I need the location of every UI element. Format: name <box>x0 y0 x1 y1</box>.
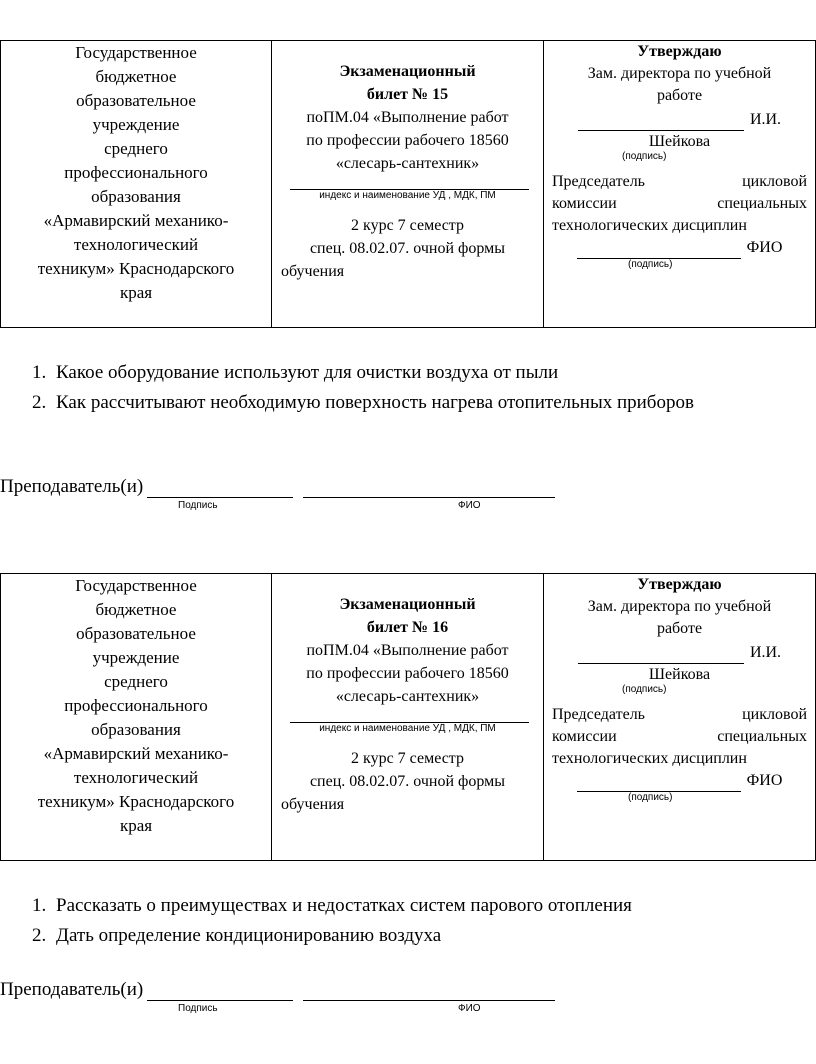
course-semester: 2 курс 7 семестр <box>351 750 464 767</box>
institution-line: бюджетное <box>95 600 177 619</box>
teacher-label: Преподаватель(и) <box>0 979 144 1000</box>
institution-line: бюджетное <box>95 67 177 86</box>
course-semester: 2 курс 7 семестр <box>351 217 464 234</box>
institution-line: Государственное <box>75 43 197 62</box>
signature-line <box>577 775 741 792</box>
ticket-number: билет № 16 <box>366 619 449 636</box>
ticket-title-cell <box>272 41 544 327</box>
index-caption: индекс и наименование УД , МДК, ПМ <box>319 723 496 734</box>
institution-line: образования <box>91 187 181 206</box>
chair-word: цикловой <box>742 173 807 190</box>
chair-line-1 <box>552 704 807 726</box>
signature-line <box>577 242 741 259</box>
specialty-line-2: обучения <box>281 263 345 280</box>
deputy-signature-row <box>552 642 807 664</box>
chair-signature-caption: (подпись) <box>628 259 673 270</box>
teacher-signature-block <box>0 979 816 1015</box>
institution-line: техникум» Краснодарского <box>37 792 235 811</box>
institution-cell <box>1 41 272 327</box>
approval-cell <box>544 574 815 860</box>
teacher-fio-caption: ФИО <box>458 1003 481 1014</box>
deputy-title: Зам. директора по учебной <box>587 598 772 615</box>
teacher-label: Преподаватель(и) <box>0 476 144 497</box>
signature-line <box>578 114 744 131</box>
signature-caption: (подпись) <box>622 684 667 695</box>
teacher-captions <box>0 1001 816 1015</box>
teacher-signature-line <box>147 980 293 1001</box>
teacher-sign-caption: Подпись <box>178 1003 218 1014</box>
chair-signature-row <box>552 770 807 792</box>
question-item <box>32 388 792 418</box>
specialty-line: спец. 08.02.07. очной формы <box>309 773 506 790</box>
ticket-title-cell <box>272 574 544 860</box>
ticket-title: Экзаменационный <box>339 63 476 80</box>
module-line: поПМ.04 «Выполнение работ <box>306 109 509 126</box>
chair-fio: ФИО <box>746 239 783 256</box>
chair-fio: ФИО <box>746 772 783 789</box>
teacher-sign-caption: Подпись <box>178 500 218 511</box>
chair-word: Председатель <box>552 173 645 190</box>
teacher-fio-line <box>303 477 555 498</box>
deputy-name: Шейкова <box>648 133 711 150</box>
teacher-fio-caption: ФИО <box>458 500 481 511</box>
approval-cell <box>544 41 815 327</box>
institution-line: профессионального <box>64 163 208 182</box>
teacher-signature-line <box>147 477 293 498</box>
question-text: Какое оборудование используют для очистки воздуха от пыли <box>56 362 559 383</box>
chair-signature-row <box>552 237 807 259</box>
chair-word: специальных <box>717 728 807 745</box>
chair-word: комиссии <box>552 728 617 745</box>
signature-line <box>578 647 744 664</box>
question-item <box>32 921 792 951</box>
institution-line: технологический <box>73 235 199 254</box>
approve-label: Утверждаю <box>637 43 722 60</box>
institution-line: образования <box>91 720 181 739</box>
question-text: Дать определение кондиционированию воздуха <box>56 925 442 946</box>
specialty-line-2: обучения <box>281 796 345 813</box>
chair-line-3: технологических дисциплин <box>552 217 747 234</box>
question-item <box>32 358 792 388</box>
ticket-title: Экзаменационный <box>339 596 476 613</box>
chair-line-2 <box>552 726 807 748</box>
module-line: «слесарь-сантехник» <box>335 155 480 172</box>
teacher-fio-line <box>303 980 555 1001</box>
deputy-name: Шейкова <box>648 666 711 683</box>
institution-line: «Армавирский механико- <box>43 211 229 230</box>
teacher-row <box>0 979 816 1001</box>
institution-line: края <box>119 816 153 835</box>
question-number: 1. <box>32 362 47 383</box>
institution-line: образовательное <box>76 91 196 110</box>
chair-line-1 <box>552 171 807 193</box>
institution-line: образовательное <box>76 624 196 643</box>
chair-word: комиссии <box>552 195 617 212</box>
teacher-captions <box>0 498 816 512</box>
question-text: Как рассчитывают необходимую поверхность нагрева отопительных приборов <box>56 392 694 413</box>
module-line: поПМ.04 «Выполнение работ <box>306 642 509 659</box>
institution-line: технологический <box>73 768 199 787</box>
question-list <box>32 358 792 418</box>
deputy-title-2: работе <box>656 620 703 637</box>
chair-word: специальных <box>717 195 807 212</box>
question-list <box>32 891 792 951</box>
chair-line-3: технологических дисциплин <box>552 750 747 767</box>
approve-label: Утверждаю <box>637 576 722 593</box>
institution-line: среднего <box>104 139 168 158</box>
signature-caption: (подпись) <box>622 151 667 162</box>
question-number: 2. <box>32 392 47 413</box>
institution-line: «Армавирский механико- <box>43 744 229 763</box>
module-line: по профессии рабочего 18560 <box>306 132 509 149</box>
ticket-header-table <box>0 40 816 328</box>
module-line: «слесарь-сантехник» <box>335 688 480 705</box>
module-line: по профессии рабочего 18560 <box>306 665 509 682</box>
specialty-line: спец. 08.02.07. очной формы <box>309 240 506 257</box>
chair-word: цикловой <box>742 706 807 723</box>
deputy-title-2: работе <box>656 87 703 104</box>
index-caption: индекс и наименование УД , МДК, ПМ <box>319 190 496 201</box>
question-text: Рассказать о преимуществах и недостатках систем парового отопления <box>56 895 632 916</box>
deputy-signature-row <box>552 109 807 131</box>
teacher-signature-block <box>0 476 816 512</box>
question-number: 2. <box>32 925 47 946</box>
institution-line: учреждение <box>92 115 180 134</box>
institution-cell <box>1 574 272 860</box>
deputy-initials: И.И. <box>749 111 782 128</box>
ticket-header-table <box>0 573 816 861</box>
institution-line: техникум» Краснодарского <box>37 259 235 278</box>
question-number: 1. <box>32 895 47 916</box>
ticket-number: билет № 15 <box>366 86 449 103</box>
chair-signature-caption: (подпись) <box>628 792 673 803</box>
deputy-title: Зам. директора по учебной <box>587 65 772 82</box>
institution-line: среднего <box>104 672 168 691</box>
question-item <box>32 891 792 921</box>
institution-line: края <box>119 283 153 302</box>
institution-line: профессионального <box>64 696 208 715</box>
institution-line: Государственное <box>75 576 197 595</box>
chair-word: Председатель <box>552 706 645 723</box>
institution-line: учреждение <box>92 648 180 667</box>
deputy-initials: И.И. <box>749 644 782 661</box>
chair-line-2 <box>552 193 807 215</box>
teacher-row <box>0 476 816 498</box>
